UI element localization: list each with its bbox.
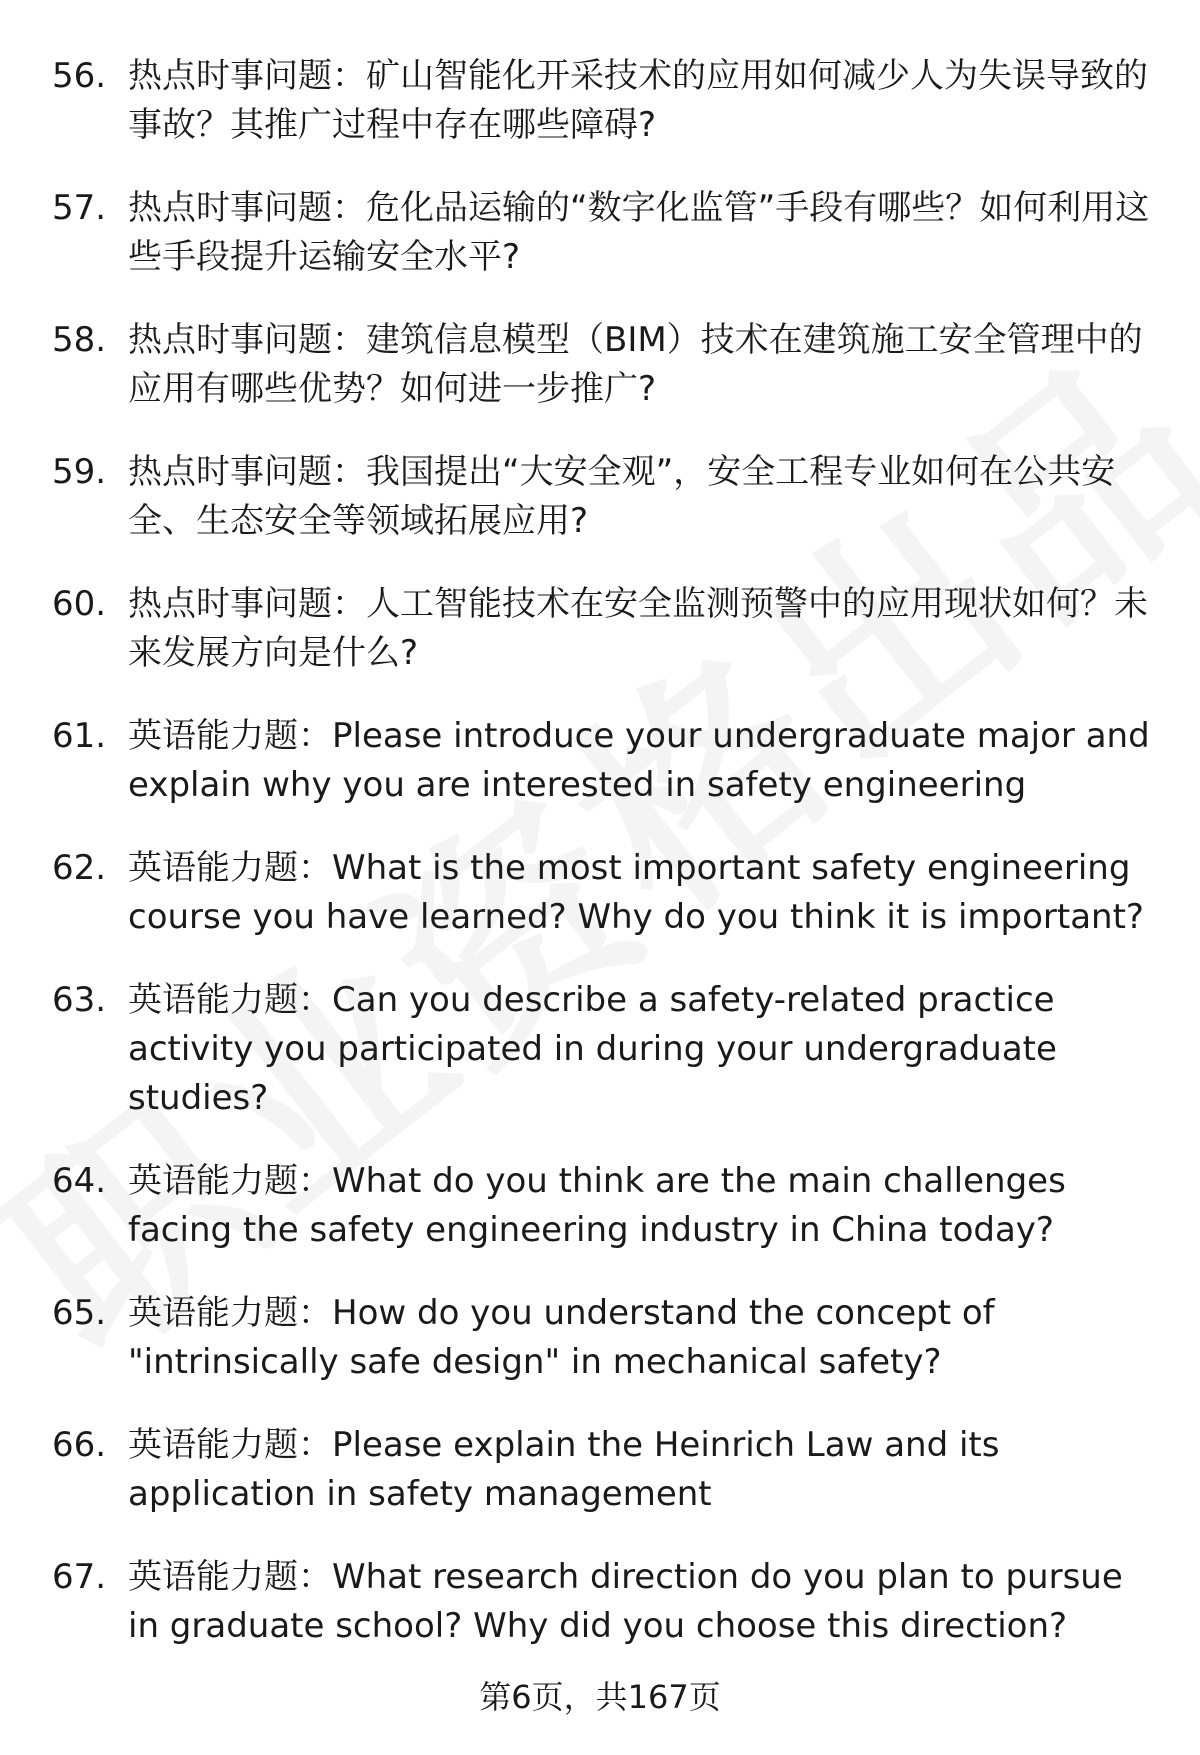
question-item-66 [0, 1421, 1200, 1519]
question-item-57 [0, 184, 1200, 282]
question-text: 英语能力题：Please introduce your undergraduate major and explain why you are interested in safety engineering [128, 716, 1150, 805]
page-number-label: 第6页，共167页 [479, 1678, 721, 1716]
question-item-67 [0, 1553, 1200, 1651]
question-text: 英语能力题：Please explain the Heinrich Law and its application in safety management [128, 1425, 1000, 1514]
question-text: 英语能力题：What research direction do you plan to pursue in graduate school? Why did you choose this direction? [128, 1557, 1123, 1646]
question-item-64 [0, 1157, 1200, 1255]
question-number: 59. [52, 452, 107, 492]
question-number: 60. [52, 584, 107, 624]
question-number: 56. [52, 56, 107, 96]
question-number: 64. [52, 1161, 107, 1201]
question-text: 热点时事问题：建筑信息模型（BIM）技术在建筑施工安全管理中的应用有哪些优势？如何进一步推广? [128, 320, 1143, 409]
question-number: 62. [52, 848, 107, 888]
question-text: 热点时事问题：危化品运输的“数字化监管”手段有哪些？如何利用这些手段提升运输安全水平? [128, 188, 1150, 277]
question-item-56 [0, 52, 1200, 150]
question-number: 63. [52, 980, 107, 1020]
question-text: 热点时事问题：我国提出“大安全观”，安全工程专业如何在公共安全、生态安全等领域拓展应用? [128, 452, 1116, 541]
question-item-61 [0, 712, 1200, 810]
question-text: 英语能力题：What is the most important safety engineering course you have learned? Why do you think it is important? [128, 848, 1144, 937]
page-footer [0, 1675, 1200, 1719]
question-text: 英语能力题：How do you understand the concept of "intrinsically safe design" in mechanical safety? [128, 1293, 995, 1382]
question-item-65 [0, 1289, 1200, 1387]
question-text: 英语能力题：Can you describe a safety-related practice activity you participated in during your undergraduate studies? [128, 980, 1057, 1118]
question-text: 英语能力题：What do you think are the main challenges facing the safety engineering industry in China today? [128, 1161, 1066, 1250]
question-number: 67. [52, 1557, 107, 1597]
question-text: 热点时事问题：人工智能技术在安全监测预警中的应用现状如何？未来发展方向是什么? [128, 584, 1148, 673]
question-number: 66. [52, 1425, 107, 1465]
question-number: 58. [52, 320, 107, 360]
question-text: 热点时事问题：矿山智能化开采技术的应用如何减少人为失误导致的事故？其推广过程中存在哪些障碍? [128, 56, 1148, 145]
question-number: 57. [52, 188, 107, 228]
question-item-62 [0, 844, 1200, 942]
question-item-63 [0, 976, 1200, 1123]
question-number: 61. [52, 716, 107, 756]
question-number: 65. [52, 1293, 107, 1333]
question-item-58 [0, 316, 1200, 414]
question-item-59 [0, 448, 1200, 546]
question-item-60 [0, 580, 1200, 678]
question-list [0, 52, 1200, 1685]
